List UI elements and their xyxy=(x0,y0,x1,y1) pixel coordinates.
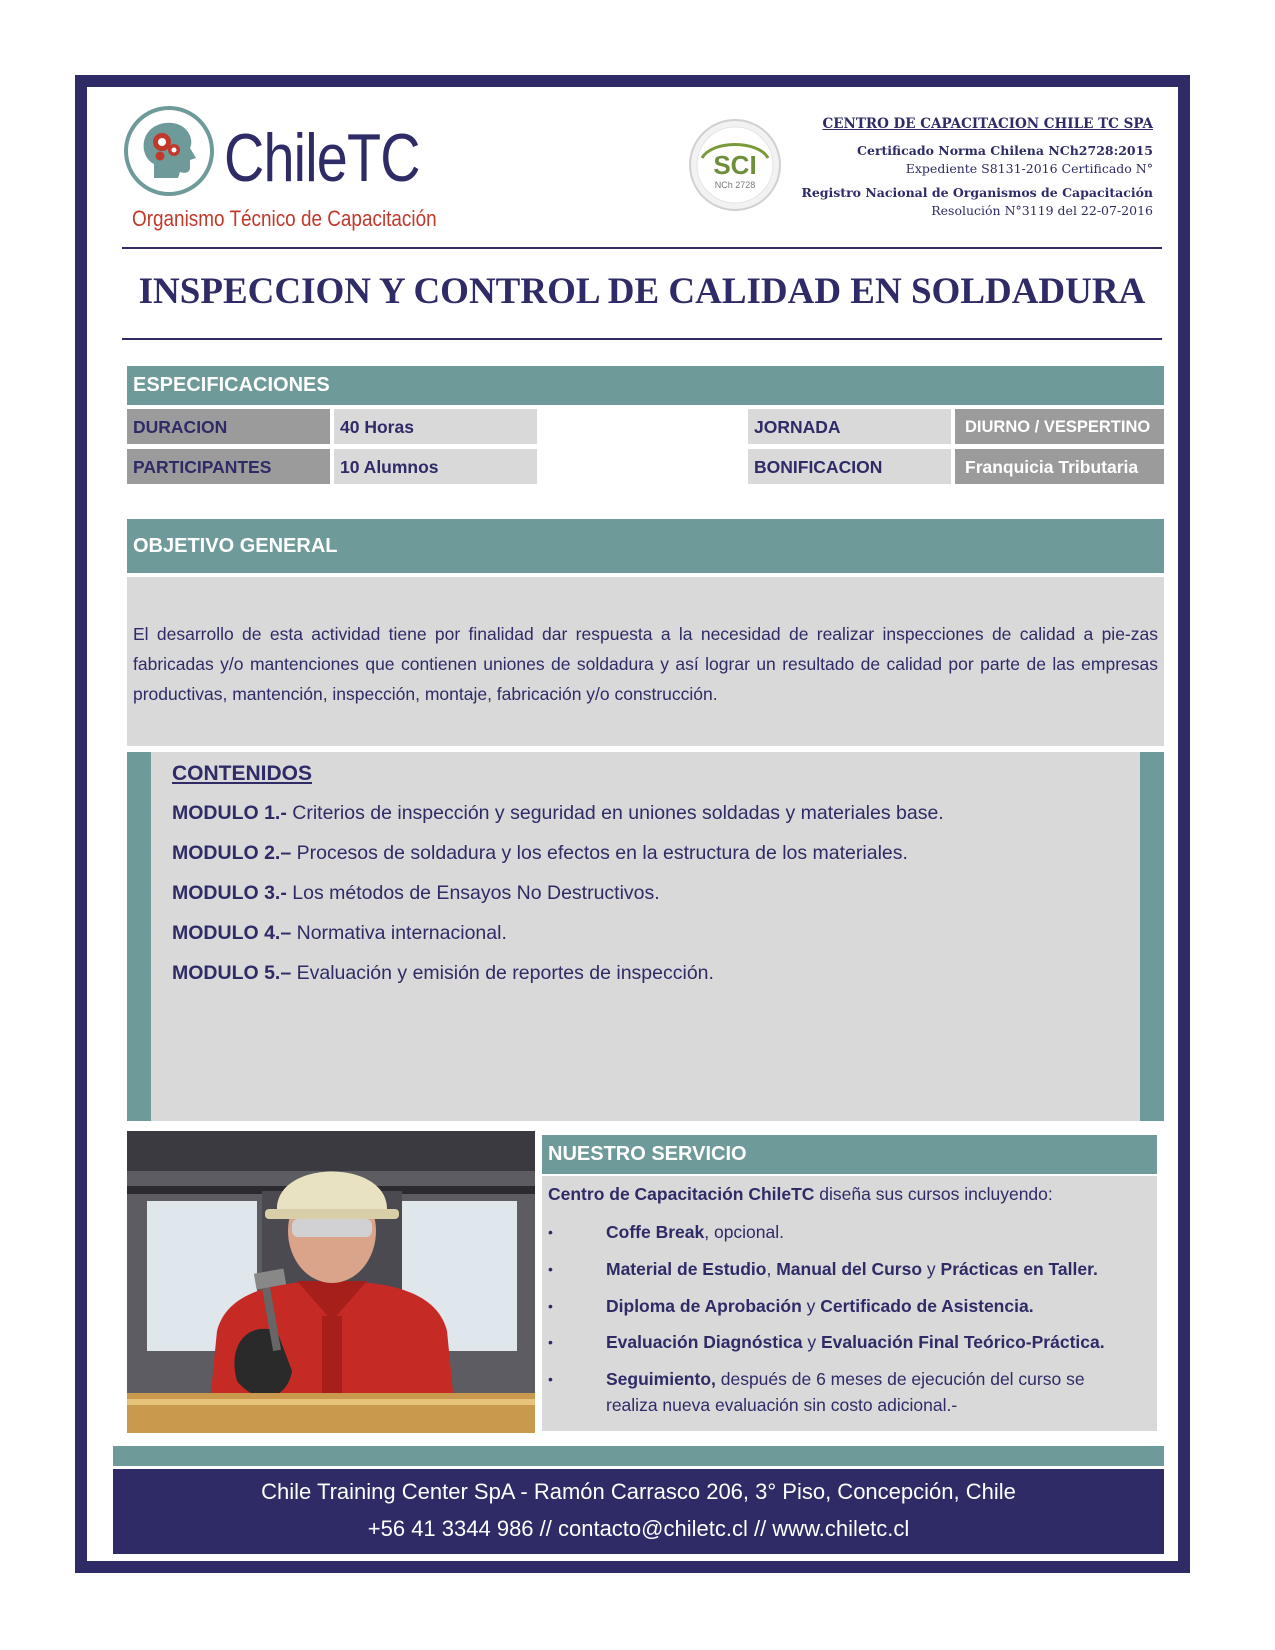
seal-logo-text: SCI xyxy=(713,150,757,180)
participantes-label: PARTICIPANTES xyxy=(127,449,330,484)
bullet-icon: • xyxy=(548,1298,553,1314)
header-rule xyxy=(122,247,1162,249)
footer-contact: +56 41 3344 986 // contacto@chiletc.cl // www.chiletc.cl xyxy=(367,1516,910,1541)
contenidos-right-bar xyxy=(1140,752,1164,1121)
bullet-icon: • xyxy=(548,1371,553,1387)
jornada-value: DIURNO / VESPERTINO xyxy=(955,409,1164,444)
contenidos-title: CONTENIDOS xyxy=(172,762,313,785)
resolucion: Resolución N°3119 del 22-07-2016 xyxy=(931,203,1153,218)
duracion-label: DURACION xyxy=(127,409,330,444)
bonificacion-value: Franquicia Tributaria xyxy=(955,449,1164,484)
welding-inspector-photo xyxy=(127,1131,535,1433)
bullet-icon: • xyxy=(548,1334,553,1350)
duracion-value: 40 Horas xyxy=(334,409,537,444)
seal-sub-text: NCh 2728 xyxy=(714,180,756,190)
footer-strip xyxy=(113,1446,1164,1466)
service-item: Evaluación Diagnóstica y Evaluación Final Teórico-Práctica. xyxy=(606,1332,1105,1352)
module-item: MODULO 4.– Normativa internacional. xyxy=(172,922,507,944)
title-rule xyxy=(122,338,1162,340)
logo-wordmark: ChileTC xyxy=(224,120,420,196)
bullet-icon: • xyxy=(548,1261,553,1277)
cert-norma: Certificado Norma Chilena NCh2728:2015 xyxy=(857,143,1153,158)
service-item: Diploma de Aprobación y Certificado de Asistencia. xyxy=(606,1296,1034,1316)
header-certifications xyxy=(801,116,1153,220)
footer-address: Chile Training Center SpA - Ramón Carrasco 206, 3° Piso, Concepción, Chile xyxy=(261,1479,1016,1504)
module-item: MODULO 2.– Procesos de soldadura y los efectos en la estructura de los materiales. xyxy=(172,842,908,864)
bullet-icon: • xyxy=(548,1224,553,1240)
participantes-value: 10 Alumnos xyxy=(334,449,537,484)
contenidos-left-bar xyxy=(127,752,151,1121)
objetivo-text: El desarrollo de esta actividad tiene por finalidad dar respuesta a la necesidad de realizar inspecciones de calidad a pie-zas fabricadas y/o mantenciones que contienen uniones de soldadura y así lograr un resultado de calidad por parte de las empresas productivas, mantención, inspección, montaje, fabricación y/o construcción. xyxy=(127,577,1164,746)
contenidos-panel xyxy=(127,752,1164,1121)
objetivo-header: OBJETIVO GENERAL xyxy=(127,519,1164,573)
registro-nacional: Registro Nacional de Organismos de Capacitación xyxy=(801,185,1153,200)
module-item: MODULO 3.- Los métodos de Ensayos No Destructivos. xyxy=(172,882,660,904)
servicio-header: NUESTRO SERVICIO xyxy=(542,1135,1157,1174)
module-item: MODULO 1.- Criterios de inspección y seguridad en uniones soldadas y materiales base. xyxy=(172,802,944,824)
servicio-panel xyxy=(542,1176,1157,1431)
logo-tagline: Organismo Técnico de Capacitación xyxy=(132,206,437,231)
service-item: Coffe Break, opcional. xyxy=(606,1222,785,1242)
footer xyxy=(113,1469,1164,1554)
module-item: MODULO 5.– Evaluación y emisión de reportes de inspección. xyxy=(172,962,714,984)
bonificacion-label: BONIFICACION xyxy=(748,449,951,484)
jornada-label: JORNADA xyxy=(748,409,951,444)
service-item: Material de Estudio, Manual del Curso y Prácticas en Taller. xyxy=(606,1259,1098,1279)
especificaciones-header: ESPECIFICACIONES xyxy=(127,366,1164,405)
chiletc-logo xyxy=(124,106,484,236)
servicio-intro: Centro de Capacitación ChileTC diseña sus cursos incluyendo: xyxy=(548,1184,1053,1204)
sci-certification-seal xyxy=(688,118,782,212)
course-title: INSPECCION Y CONTROL DE CALIDAD EN SOLDADURA xyxy=(138,271,1146,312)
org-name: CENTRO DE CAPACITACION CHILE TC SPA xyxy=(822,116,1153,132)
head-gears-icon xyxy=(124,106,214,196)
expediente: Expediente S8131-2016 Certificado N° xyxy=(905,161,1153,176)
service-item: Seguimiento, después de 6 meses de ejecución del curso se realiza nueva evaluación sin costo adicional.- xyxy=(606,1369,1085,1415)
